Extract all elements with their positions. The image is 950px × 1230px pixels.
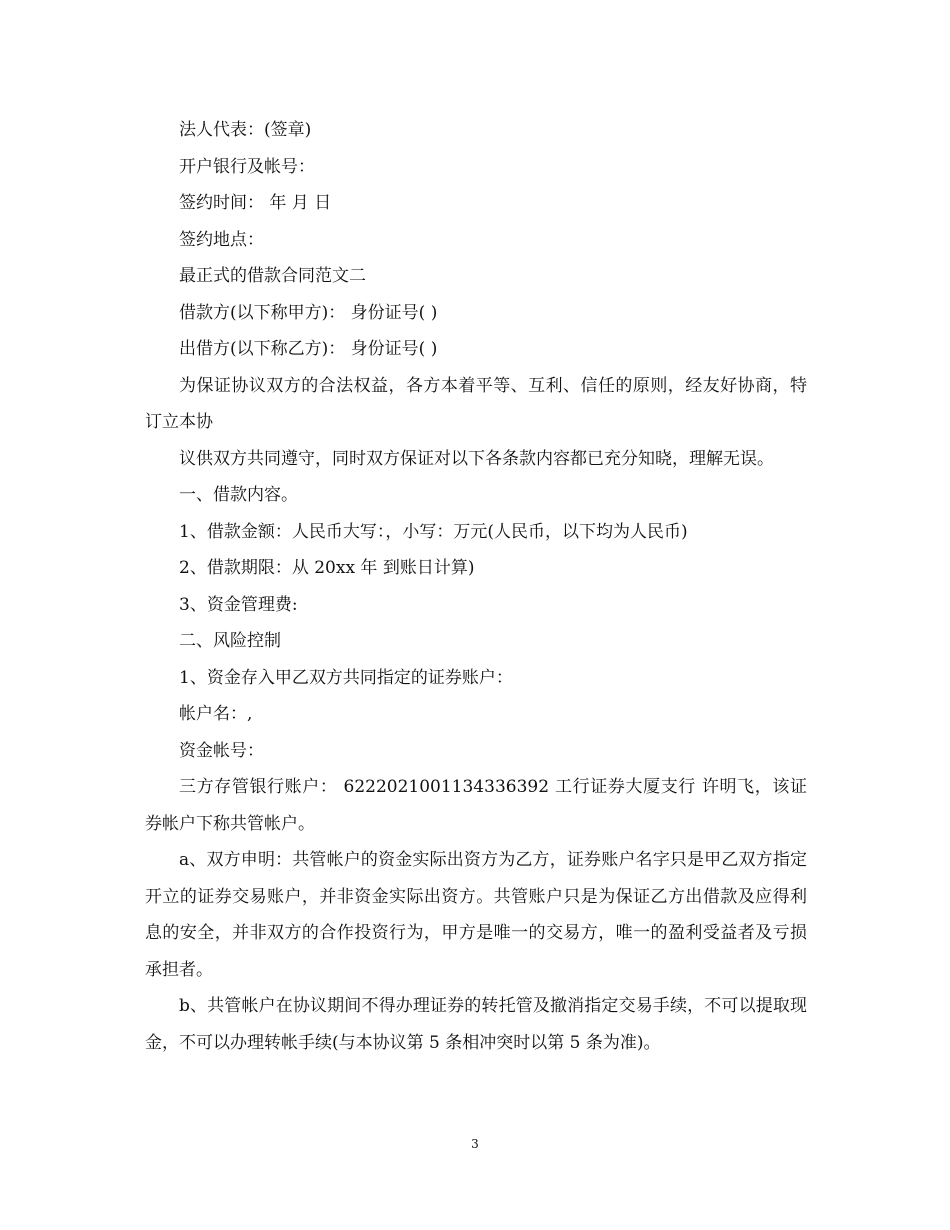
paragraph-custody-bank: 三方存管银行账户： 6222021001134336392 工行证券大厦支行 许明飞，该证券帐户下称共管帐户。 [145,777,807,834]
paragraph-joint-account: 1、资金存入甲乙双方共同指定的证券账户： [179,667,513,688]
paragraph-clause-b: b、共管帐户在协议期间不得办理证券的转托管及撤消指定交易手续，不可以提取现金，不可以办理转帐手续(与本协议第 5 条相冲突时以第 5 条为准)。 [145,996,807,1053]
paragraph-management-fee: 3、资金管理费: [179,594,298,615]
paragraph-lender: 出借方(以下称乙方)： 身份证号( ) [179,339,438,359]
paragraph-section-title: 最正式的借款合同范文二 [179,266,366,286]
paragraph-legal-representative: 法人代表：(签章) [179,120,312,140]
paragraph-loan-term: 2、借款期限：从 20xx 年 到账日计算) [179,558,475,578]
paragraph-signing-date: 签约时间： 年 月 日 [179,193,332,213]
paragraph-preamble: 为保证协议双方的合法权益，各方本着平等、互利、信任的原则，经友好协商，特订立本协 [145,375,807,432]
paragraph-loan-amount: 1、借款金额：人民币大写：，小写：万元(人民币，以下均为人民币) [179,521,688,542]
paragraph-preamble-continued: 议供双方共同遵守，同时双方保证对以下各条款内容都已充分知晓，理解无误。 [179,448,774,469]
paragraph-heading-loan-content: 一、借款内容。 [179,485,298,505]
paragraph-borrower: 借款方(以下称甲方)： 身份证号( ) [179,302,438,323]
page-number: 3 [471,1137,479,1151]
paragraph-bank-account: 开户银行及帐号： [179,156,315,177]
paragraph-clause-a: a、双方申明：共管帐户的资金实际出资方为乙方，证券账户名字只是甲乙双方指定开立的证券交易账户，并非资金实际出资方。共管账户只是为保证乙方出借款及应得利息的安全，并非双方的合作投资行为，甲方是唯一的交易方，唯一的盈利受益者及亏损承担者。 [145,850,807,980]
document-body [145,112,807,1061]
paragraph-fund-account: 资金帐号： [179,740,264,761]
paragraph-account-name: 帐户名：, [179,704,253,724]
paragraph-signing-place: 签约地点： [179,229,264,250]
paragraph-heading-risk-control: 二、风险控制 [179,631,281,651]
